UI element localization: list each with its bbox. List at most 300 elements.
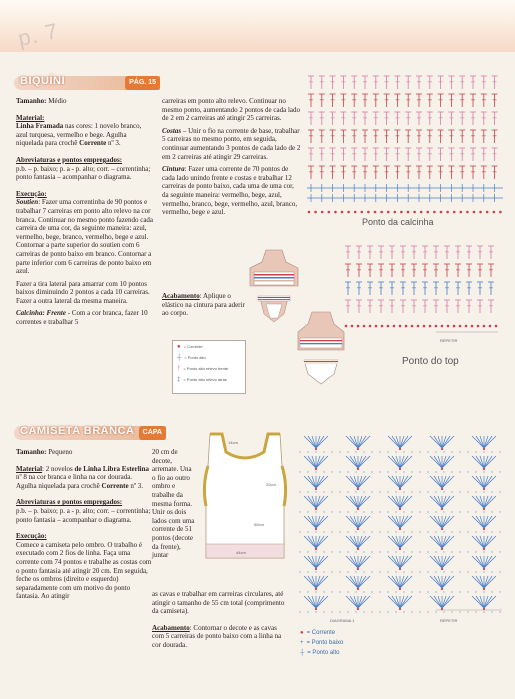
calcinha-stitch: [459, 94, 465, 107]
calcinha-stitch: [448, 94, 454, 107]
camiseta-fan-stitch: [308, 496, 316, 508]
single-crochet-symbol: +: [300, 640, 304, 646]
exec-lead: Soutien: [16, 198, 39, 207]
top-stitch: [488, 300, 494, 313]
top-stitch: [433, 300, 439, 313]
calcinha-stitch: [394, 130, 400, 143]
calcinha-chain-dot: [354, 211, 357, 214]
page-header-band: [0, 0, 515, 52]
top-chain-dot: [489, 325, 492, 328]
camiseta-fan-stitch: [392, 556, 400, 568]
camiseta-fan-stitch: [442, 596, 450, 608]
camiseta-fan-stitch: [476, 476, 484, 488]
finish-text: : Aplique o elástico na cintura para aderir ao corpo.: [162, 292, 245, 318]
calcinha-chain-dot: [433, 211, 436, 214]
camiseta-fan-stitch: [434, 596, 442, 608]
camiseta-chain-dot: [357, 488, 359, 490]
top-chain-dot: [417, 325, 420, 328]
top-chain-dot: [393, 325, 396, 328]
camiseta-fan-stitch: [476, 556, 484, 568]
top-stitch: [389, 264, 395, 277]
chart-label-top: Ponto do top: [402, 356, 459, 367]
camiseta-fan-stitch: [434, 496, 442, 508]
camiseta-chain-dot: [315, 568, 317, 570]
col2-text-3: : Fazer uma corrente de 70 pontos de cada lado unindo frente e costas e trabalhar 12 carreiras de ponto baixo, cada uma de uma cor, da seguinte maneira: vermelho, bege, azul, vermelho, branco, bege, vermelho, azul, branco, vermelho, bege e azul.: [162, 165, 298, 217]
top-stitch: [356, 282, 362, 295]
calcinha-stitch: [427, 166, 433, 179]
camiseta-fan-stitch: [350, 476, 358, 488]
camiseta-instructions-mid: [152, 448, 196, 564]
top-chain-dot: [435, 325, 438, 328]
camiseta-fan-stitch: [442, 476, 450, 488]
camiseta-fan-stitch: [350, 596, 358, 608]
calcinha-stitch: [448, 76, 454, 89]
legend-item-ponto-alto: ┼ = Ponto alto: [177, 354, 206, 361]
top-stitch: [444, 282, 450, 295]
calcinha-stitch: [492, 130, 498, 143]
calcinha-stitch: [351, 148, 357, 161]
finish-label: Acabamento: [162, 292, 200, 300]
dim-label-width: 44cm: [236, 550, 246, 555]
abbr-label: Abreviaturas e pontos empregados:: [16, 155, 123, 164]
camiseta-fan-stitch: [484, 516, 492, 528]
top-stitch: [455, 300, 461, 313]
abbr-label-2: Abreviaturas e pontos empregados:: [16, 498, 123, 507]
top-chain-dot: [369, 325, 372, 328]
calcinha-stitch: [481, 112, 487, 125]
camiseta-chain-dot: [483, 448, 485, 450]
calcinha-stitch: [340, 166, 346, 179]
size-label: Tamanho:: [16, 97, 47, 105]
camiseta-chain-dot: [483, 608, 485, 610]
top-stitch: [400, 264, 406, 277]
camiseta-fan-stitch: [358, 476, 366, 488]
top-chain-dot: [477, 325, 480, 328]
top-stitch: [400, 246, 406, 259]
calcinha-stitch: [438, 76, 444, 89]
calcinha-stitch: [405, 94, 411, 107]
camiseta-fan-stitch: [392, 436, 400, 448]
material-text: nas cores: 1 novelo branco, azul turquesa, vermelho e bege. Agulha niquelada para crochê: [16, 122, 142, 148]
camiseta-chain-dot: [399, 568, 401, 570]
camiseta-fan-stitch: [400, 456, 408, 468]
camiseta-chain-dot: [399, 508, 401, 510]
top-stitch: [466, 282, 472, 295]
calcinha-chain-dot: [440, 211, 443, 214]
top-stitch: [488, 264, 494, 277]
calcinha-stitch: [394, 148, 400, 161]
mid-text: 20 cm de decote, arremate. Una o fio ao outro ombro e trabalhe da mesma forma. Unir os dois lados com uma corrente de 51 pontos (decote da frente), juntar: [152, 448, 195, 560]
size-value: Médio: [46, 97, 67, 105]
camiseta-chain-dot: [315, 548, 317, 550]
top-stitch: [466, 264, 472, 277]
camiseta-fan-stitch: [350, 536, 358, 548]
camiseta-chain-dot: [315, 508, 317, 510]
calcinha-stitch: [319, 94, 325, 107]
calcinha-chain-dot: [334, 211, 337, 214]
camiseta-fan-stitch: [484, 496, 492, 508]
calcinha-chain-dot: [380, 211, 383, 214]
camiseta-fan-stitch: [358, 516, 366, 528]
calcinha-stitch: [405, 112, 411, 125]
calcinha-stitch: [470, 76, 476, 89]
top-stitch: [356, 264, 362, 277]
camiseta-chain-dot: [483, 508, 485, 510]
calcinha-stitch: [405, 76, 411, 89]
camiseta-fan-stitch: [392, 516, 400, 528]
calcinha-stitch: [394, 76, 400, 89]
calcinha-stitch: [427, 112, 433, 125]
camiseta-chain-dot: [399, 528, 401, 530]
top-stitch: [433, 264, 439, 277]
camiseta-chain-dot: [441, 468, 443, 470]
calcinha-stitch: [459, 76, 465, 89]
calcinha-stitch: [481, 166, 487, 179]
chain-stitch-symbol-2: ●: [300, 630, 304, 636]
camiseta-chain-dot: [483, 548, 485, 550]
dim-label-neck: 20cm: [266, 482, 276, 487]
camiseta-fan-stitch: [308, 476, 316, 488]
calcinha-stitch: [351, 76, 357, 89]
top-stitch: [400, 282, 406, 295]
top-chain-dot: [399, 325, 402, 328]
camiseta-fan-stitch: [316, 436, 324, 448]
top-stitch: [455, 264, 461, 277]
camiseta-fan-stitch: [358, 456, 366, 468]
biquini-finish: [162, 292, 246, 322]
calcinha-stitch: [427, 130, 433, 143]
calcinha-stitch: [470, 148, 476, 161]
material-brand-2: de Linha Libra Esterlina: [74, 464, 150, 473]
calcinha-stitch: [492, 94, 498, 107]
material-hook: Corrente: [79, 139, 107, 148]
top-chain-dot: [351, 325, 354, 328]
calcinha-stitch: [448, 130, 454, 143]
calcinha-stitch: [362, 112, 368, 125]
material-text-2a: : 2 novelos: [42, 464, 75, 473]
top-chain-dot: [453, 325, 456, 328]
material-label: Material:: [16, 113, 45, 122]
camiseta-chain-dot: [483, 528, 485, 530]
top-stitch: [477, 246, 483, 259]
section-header-camiseta: [14, 426, 166, 440]
top-chain-dot: [357, 325, 360, 328]
camiseta-fan-stitch: [442, 576, 450, 588]
calcinha-stitch: [416, 148, 422, 161]
legend-item-relevo-atras: ‡ = Ponto alto relevo atrás: [177, 376, 227, 383]
camiseta-fan-stitch: [484, 456, 492, 468]
exec-text-2b: Comece a camiseta pelo ombro. O trabalho é executado com 2 fios de linha. Faça uma corrente com 74 pontos e trabalhe as costas com o ponto fantasia até atingir 20 cm. Em seguida, feche os ombros (direito e esquerdo) separadamente com um motivo do ponto fantasia. Ao atingir: [16, 540, 152, 601]
top-chain-dot: [465, 325, 468, 328]
calcinha-stitch: [448, 166, 454, 179]
calcinha-stitch: [319, 76, 325, 89]
camiseta-fan-stitch: [392, 456, 400, 468]
camiseta-fan-stitch: [484, 576, 492, 588]
camiseta-chain-dot: [357, 468, 359, 470]
calcinha-chain-dot: [341, 211, 344, 214]
top-chain-dot: [483, 325, 486, 328]
size-label-2: Tamanho:: [16, 448, 47, 456]
calcinha-stitch: [373, 94, 379, 107]
calcinha-stitch: [373, 130, 379, 143]
calcinha-stitch: [405, 148, 411, 161]
camiseta-fan-stitch: [476, 596, 484, 608]
camiseta-fan-stitch: [350, 456, 358, 468]
camiseta-chain-dot: [357, 608, 359, 610]
camiseta-fan-stitch: [434, 536, 442, 548]
calcinha-stitch: [330, 94, 336, 107]
camiseta-fan-stitch: [442, 556, 450, 568]
camiseta-fan-stitch: [316, 596, 324, 608]
camiseta-fan-stitch: [476, 436, 484, 448]
camiseta-fan-stitch: [308, 456, 316, 468]
camiseta-fan-stitch: [400, 436, 408, 448]
calcinha-stitch: [319, 130, 325, 143]
biquini-stitch-legend: [172, 340, 246, 394]
calcinha-chain-dot: [400, 211, 403, 214]
bikini-bottom-mannequin-illustration: [296, 310, 346, 392]
material-hook-num: nº 3.: [106, 139, 121, 148]
calcinha-stitch: [308, 76, 314, 89]
calcinha-stitch: [308, 166, 314, 179]
top-stitch: [345, 300, 351, 313]
camiseta-fan-stitch: [400, 536, 408, 548]
calcinha-stitch: [351, 166, 357, 179]
top-chain-dot: [495, 325, 498, 328]
calcinha-stitch: [470, 166, 476, 179]
calcinha-stitch: [384, 148, 390, 161]
calcinha-stitch: [373, 148, 379, 161]
exec-label-2: Execução:: [16, 532, 47, 541]
calcinha-stitch: [351, 112, 357, 125]
top-stitch: [345, 246, 351, 259]
calcinha-stitch: [340, 94, 346, 107]
top-stitch: [400, 300, 406, 313]
camiseta-fan-stitch: [316, 556, 324, 568]
top-chain-dot: [381, 325, 384, 328]
double-crochet-symbol: ┼: [177, 354, 182, 361]
calcinha-stitch: [330, 166, 336, 179]
page-reference-tag-2: CAPA: [139, 426, 166, 440]
col2-text-camiseta: as cavas e trabalhar em carreiras circulares, até atingir o tamanho de 55 cm total (comprimento da camiseta).: [152, 590, 285, 616]
calcinha-stitch: [470, 130, 476, 143]
camiseta-fan-stitch: [476, 496, 484, 508]
camiseta-fan-stitch: [400, 556, 408, 568]
camiseta-fan-stitch: [484, 536, 492, 548]
camiseta-fan-stitch: [434, 436, 442, 448]
material-hook-num-2: nº 3.: [128, 481, 144, 490]
top-chain-dot: [405, 325, 408, 328]
camiseta-fan-stitch: [484, 556, 492, 568]
camiseta-chain-dot: [315, 588, 317, 590]
calcinha-stitch: [459, 112, 465, 125]
calcinha-chain-dot: [466, 211, 469, 214]
top-stitch: [422, 246, 428, 259]
calcinha-chain-dot: [387, 211, 390, 214]
top-chain-dot: [363, 325, 366, 328]
camiseta-fan-stitch: [434, 456, 442, 468]
calcinha-stitch: [351, 130, 357, 143]
camiseta-chain-dot: [357, 528, 359, 530]
camiseta-fan-stitch: [392, 536, 400, 548]
calcinha-stitch: [384, 94, 390, 107]
camiseta-chain-dot: [399, 608, 401, 610]
chart-note-repetir: REPETIR: [440, 338, 458, 343]
top-stitch: [477, 300, 483, 313]
top-stitch: [488, 282, 494, 295]
calcinha-stitch: [330, 112, 336, 125]
top-chain-dot: [471, 325, 474, 328]
chart-note-diagrama: DIAGRAMA 1: [330, 618, 355, 623]
calcinha-stitch: [492, 76, 498, 89]
camiseta-fan-stitch: [400, 516, 408, 528]
top-stitch: [356, 246, 362, 259]
calcinha-stitch: [373, 76, 379, 89]
top-stitch: [433, 246, 439, 259]
calcinha-stitch: [481, 94, 487, 107]
calcinha-stitch: [384, 166, 390, 179]
camiseta-fan-stitch: [350, 496, 358, 508]
top-stitch: [444, 246, 450, 259]
camiseta-chain-dot: [357, 508, 359, 510]
camiseta-fan-stitch: [308, 436, 316, 448]
camiseta-chain-dot: [357, 548, 359, 550]
calcinha-chain-dot: [413, 211, 416, 214]
calcinha-stitch: [330, 130, 336, 143]
calcinha-stitch: [481, 130, 487, 143]
top-chain-dot: [441, 325, 444, 328]
top-chain-dot: [411, 325, 414, 328]
top-chain-dot: [429, 325, 432, 328]
camiseta-fan-stitch: [358, 596, 366, 608]
camiseta-chain-dot: [441, 448, 443, 450]
camiseta-chain-dot: [441, 528, 443, 530]
calcinha-chain-dot: [407, 211, 410, 214]
camiseta-chain-dot: [399, 448, 401, 450]
top-stitch: [422, 282, 428, 295]
dim-label-length: 55cm: [254, 522, 264, 527]
calcinha-stitch: [481, 148, 487, 161]
camiseta-fan-stitch: [392, 496, 400, 508]
exec-text-3: - Com a cor branca, fazer 10 correntes e trabalhar 5: [16, 309, 148, 327]
calcinha-stitch: [405, 130, 411, 143]
calcinha-stitch: [438, 130, 444, 143]
camiseta-fan-stitch: [400, 576, 408, 588]
camiseta-chain-dot: [399, 548, 401, 550]
legend2-item-ponto-baixo: + = Ponto baixo: [300, 640, 344, 646]
camiseta-fan-stitch: [476, 456, 484, 468]
legend2-item-corrente: ● = Corrente: [300, 630, 336, 636]
calcinha-stitch: [416, 166, 422, 179]
camiseta-fan-stitch: [316, 476, 324, 488]
top-stitch: [444, 264, 450, 277]
camiseta-fan-stitch: [316, 456, 324, 468]
exec-text: : Fazer uma correntinha de 90 pontos e trabalhar 7 carreiras em ponto alto relevo na cor branca. Continuar no mesmo ponto fazendo cada carreira de uma cor, da seguinte maneira: azul, vermelho, bege, branco, vermelho, bege e azul. Contornar a parte superior do soutien com 6 carreiras de ponto baixo em branco. Contornar a parte inferior com 6 carreiras de ponto baixo em azul.: [16, 198, 154, 276]
calcinha-stitch: [492, 148, 498, 161]
camiseta-instructions-col1: [16, 448, 152, 605]
camiseta-chain-dot: [441, 548, 443, 550]
calcinha-stitch: [362, 94, 368, 107]
camiseta-fan-stitch: [350, 516, 358, 528]
col2-text-2: – Unir o fio na corrente de base, trabalhar 5 carreiras no mesmo ponto, em seguida, continuar aumentando 3 pontos de cada lado de 2 em 2 carreiras até atingir 29 carreiras.: [162, 126, 301, 161]
camiseta-fan-stitch: [434, 476, 442, 488]
calcinha-stitch: [308, 94, 314, 107]
calcinha-stitch: [384, 112, 390, 125]
camiseta-fan-stitch: [442, 536, 450, 548]
finish-label-2: Acabamento: [152, 623, 190, 632]
calcinha-stitch: [340, 130, 346, 143]
camiseta-fan-stitch: [484, 476, 492, 488]
top-stitch: [477, 264, 483, 277]
top-stitch: [345, 282, 351, 295]
calcinha-stitch: [492, 166, 498, 179]
calcinha-stitch: [362, 166, 368, 179]
calcinha-chain-dot: [427, 211, 430, 214]
top-stitch: [367, 264, 373, 277]
calcinha-chain-dot: [321, 211, 324, 214]
handwritten-page-number: p. 7: [15, 18, 61, 51]
top-chain-dot: [459, 325, 462, 328]
calcinha-chain-dot: [479, 211, 482, 214]
camiseta-fan-stitch: [476, 576, 484, 588]
material-brand: Linha Framada: [16, 122, 64, 131]
chain-stitch-symbol: ●: [177, 343, 181, 350]
top-stitch: [378, 300, 384, 313]
camiseta-chain-dot: [483, 468, 485, 470]
camiseta-instructions-col2: [152, 590, 288, 654]
camiseta-stitch-legend: [300, 628, 343, 658]
dim-label-shoulder: 14cm: [228, 440, 238, 445]
top-stitch: [422, 264, 428, 277]
back-post-symbol: ‡: [177, 376, 181, 383]
camiseta-fan-stitch: [392, 576, 400, 588]
calcinha-stitch: [373, 166, 379, 179]
top-stitch: [433, 282, 439, 295]
page-reference-tag: PÁG. 15: [125, 76, 160, 90]
calcinha-stitch: [481, 76, 487, 89]
calcinha-stitch: [405, 166, 411, 179]
calcinha-stitch: [373, 112, 379, 125]
camiseta-fan-stitch: [350, 436, 358, 448]
camiseta-fan-stitch: [442, 516, 450, 528]
calcinha-chain-dot: [394, 211, 397, 214]
camiseta-chain-dot: [483, 588, 485, 590]
top-stitch: [378, 246, 384, 259]
calcinha-chain-dot: [446, 211, 449, 214]
top-stitch: [488, 246, 494, 259]
calcinha-chain-dot: [473, 211, 476, 214]
calcinha-stitch: [308, 112, 314, 125]
exec-lead-3: Calcinha: Frente: [16, 309, 66, 318]
camiseta-fan-stitch: [358, 536, 366, 548]
calcinha-chain-dot: [314, 211, 317, 214]
camiseta-chain-dot: [315, 468, 317, 470]
camiseta-fan-stitch: [476, 516, 484, 528]
top-stitch: [422, 300, 428, 313]
camiseta-fan-stitch: [442, 496, 450, 508]
camiseta-schematic-illustration: [196, 426, 294, 576]
calcinha-stitch: [427, 76, 433, 89]
camiseta-fan-stitch: [484, 436, 492, 448]
top-stitch: [411, 264, 417, 277]
chart-note-repetir-2: REPETIR: [440, 618, 458, 623]
calcinha-stitch: [438, 112, 444, 125]
calcinha-stitch: [308, 130, 314, 143]
stitch-diagram-calcinha: [305, 72, 505, 220]
camiseta-fan-stitch: [308, 556, 316, 568]
exec-label: Execução:: [16, 189, 47, 198]
calcinha-stitch: [448, 112, 454, 125]
